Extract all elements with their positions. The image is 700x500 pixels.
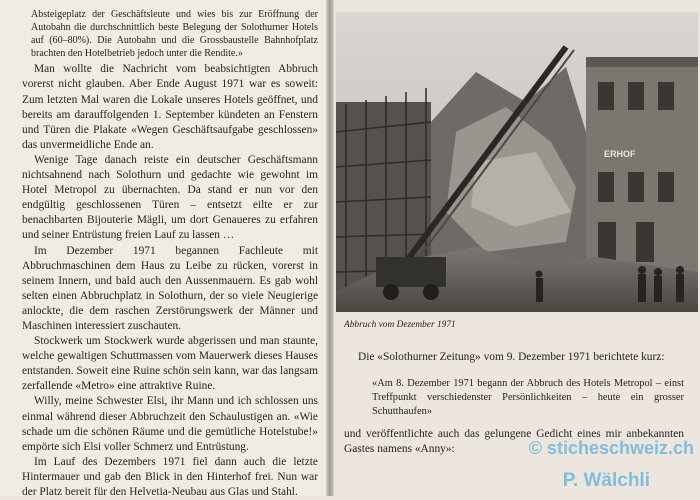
right-page [334, 0, 700, 496]
watermark-copyright: © sticheschweiz.ch [528, 438, 694, 458]
paragraph: Willy, meine Schwester Elsi, ihr Mann und ich schlossen uns einmal während dieser Abbruchzeit den Schaulustigen an. «Wie schade um die schönen Räume und die gemütliche Hotelstube!» empörte sich Elsi voller Schmerz und Entrüstung. [22, 395, 318, 453]
paragraph: Wenige Tage danach reiste ein deutscher Geschäftsmann nichtsahnend nach Solothurn und gedachte wie gewohnt im Hotel Metropol zu übernachten. Da stand er nun vor den endgültig geschlossenen Türen – entsetzt eilte er zur benachbarten Bijouterie Mägli, um dort Genaueres zu erfahren und seiner Entrüstung freien Lauf zu lassen … [22, 153, 318, 242]
newspaper-quote: «Am 8. Dezember 1971 begann der Abbruch des Hotels Metropol – einst Treffpunkt verschiedenster Persönlichkeiten – heute ein grosser Schutthaufen» [372, 378, 684, 418]
quote-continuation: Absteigeplatz der Geschäftsleute und wies bis zur Eröffnung der Autobahn die durchschnittlich beste Belegung der Solothurner Hotels auf (60–80%). Die Autobahn und die Grossbaustelle Bahnhofplatz brachten den Hotelbetrieb jedoch unter die Rendite.» [31, 9, 318, 60]
paragraph: Im Dezember 1971 begannen Fachleute mit Abbruchmaschinen dem Haus zu Leibe zu rücken, vorerst in seinem Innern, und bald auch den Aussenmauern. Es gab wohl selten einen Abbruchplatz in Solothurn, der so viele Neugierige anlockte, die dem raschen Zerstörungswerk der Männer und Maschinen interessiert zuschauten. [22, 244, 318, 332]
paragraph: Man wollte die Nachricht vom beabsichtigten Abbruch vorerst nicht glauben. Aber Ende August 1971 war es soweit: Zum letzten Mal waren die Lokale unseres Hotels geöffnet, und bereits am darauffolgenden 1. September kündeten an Fenstern und Türen die Plakate «Wegen Geschäftsaufgabe geschlossen» das unvermeidliche Ende an. [22, 63, 318, 151]
hotel-sign: ERHOF [604, 149, 636, 159]
paragraph: Im Lauf des Dezembers 1971 fiel dann auch die letzte Hintermauer und gab den Blick in den Hinterhof frei. Nun war der Platz bereit für den Helvetia-Neubau aus Glas und Stahl. [22, 455, 318, 498]
book-gutter [326, 0, 334, 496]
paragraph: Die «Solothurner Zeitung» vom 9. Dezember 1971 berichtete kurz: [358, 351, 665, 363]
left-page [0, 0, 328, 496]
demolition-photo [336, 12, 698, 312]
left-page-text [22, 8, 318, 500]
photo-caption: Abbruch vom Dezember 1971 [344, 320, 456, 330]
watermark-author: P. Wälchli [562, 470, 650, 491]
paragraph: Stockwerk um Stockwerk wurde abgerissen und man staunte, welche gewaltigen Schuttmassen vom Mauerwerk dieses Hauses entstanden. Soweit eine Ruine schön sein kann, war das langsam zerfallende «Metro» eine attraktive Ruine. [22, 335, 318, 393]
paragraph: und veröffentlichte auch das gelungene Gedicht eines mir anbekannten Gastes namens «Anny»: [344, 428, 684, 456]
demolition-photo-illustration [336, 12, 698, 312]
